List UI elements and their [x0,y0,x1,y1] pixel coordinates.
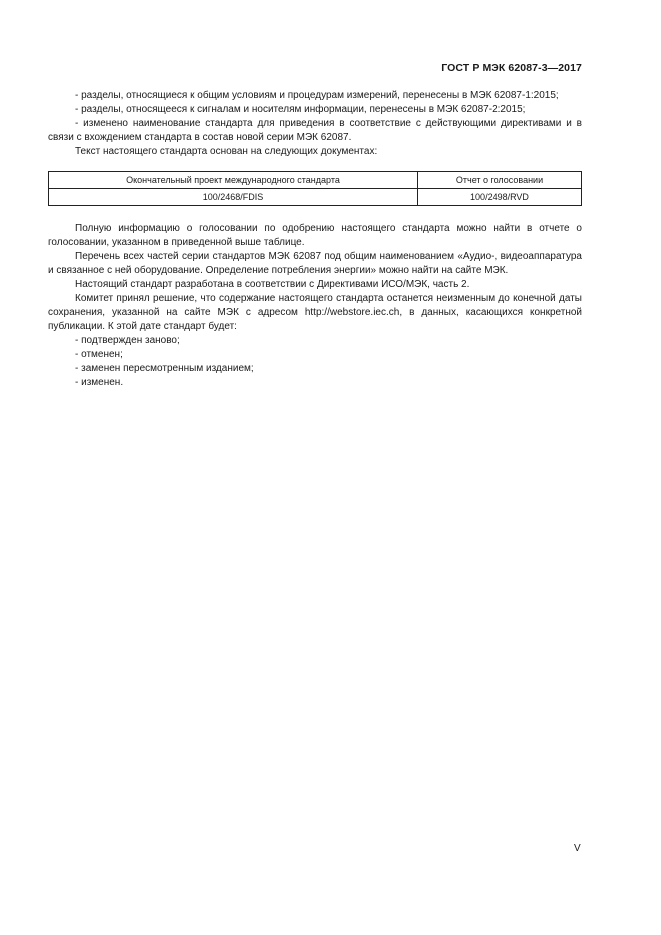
list-item: - изменен. [75,377,124,388]
paragraph-sections-moved-part1: - разделы, относящиеся к общим условиям и процедурам измерений, перенесены в МЭК 62087-1:2015; [75,90,559,101]
table-header-row [49,172,582,189]
list-item: - заменен пересмотренным изданием; [75,363,254,374]
paragraph-directives: Настоящий стандарт разработана в соответствии с Директивами ИСО/МЭК, часть 2. [75,279,470,290]
table-header-fdis: Окончательный проект международного стандарта [49,172,418,189]
paragraph-based-on-documents: Текст настоящего стандарта основан на следующих документах: [75,146,378,157]
table-cell-fdis: 100/2468/FDIS [49,189,418,206]
table-header-rvd: Отчет о голосовании [418,172,582,189]
paragraph-voting-info: Полную информацию о голосовании по одобрению настоящего стандарта можно найти в отчете о голосовании, указанном в приведенной выше таблице. [48,223,582,248]
list-item: - подтвержден заново; [75,335,180,346]
paragraph-committee-decision: Комитет принял решение, что содержание настоящего стандарта останется неизменным до конечной даты сохранения, указанной на сайте МЭК с адресом http://webstore.iec.ch, в данных, касающихся конкретной публикации. К этой дате стандарт будет: [48,293,582,332]
page-content [48,89,582,390]
list-item: - отменен; [75,349,123,360]
document-header: ГОСТ Р МЭК 62087-3—2017 [441,62,582,74]
paragraph-title-changed: - изменено наименование стандарта для приведения в соответствие с действующими директивами и в связи с вхождением стандарта в состав новой серии МЭК 62087. [48,118,582,143]
table-row [49,189,582,206]
page-number: V [574,843,581,854]
documents-table [48,171,582,206]
table-cell-rvd: 100/2498/RVD [418,189,582,206]
paragraph-sections-moved-part2: - разделы, относящееся к сигналам и носителям информации, перенесены в МЭК 62087-2:2015; [75,104,526,115]
paragraph-series-list: Перечень всех частей серии стандартов МЭК 62087 под общим наименованием «Аудио-, видеоаппаратура и связанное с ней оборудование. Определение потребления энергии» можно найти на сайте МЭК. [48,251,582,276]
